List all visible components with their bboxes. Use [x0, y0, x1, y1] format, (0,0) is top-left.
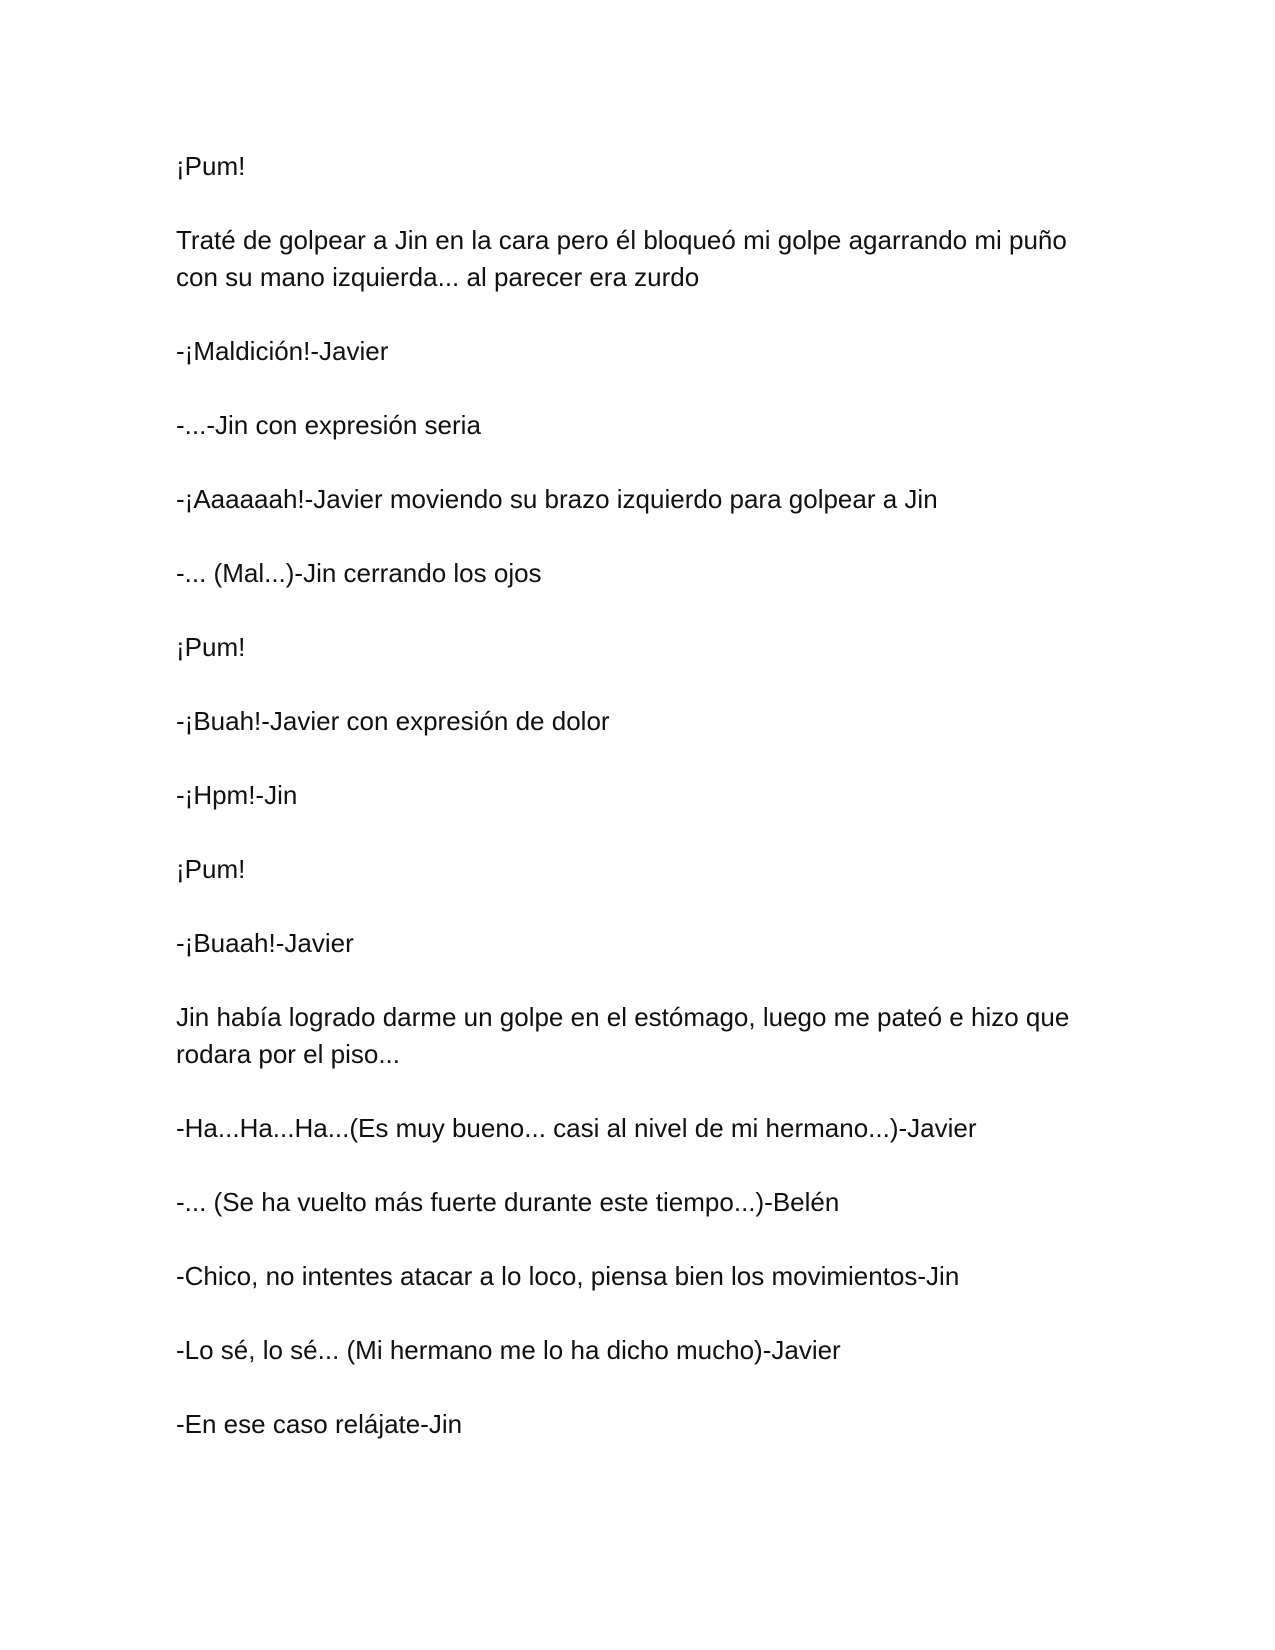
- paragraph: -...-Jin con expresión seria: [176, 410, 481, 440]
- paragraph: -En ese caso relájate-Jin: [176, 1409, 463, 1439]
- paragraph: ¡Pum!: [176, 151, 246, 181]
- paragraph: Traté de golpear a Jin en la cara pero él bloqueó mi golpe agarrando mi puño con su mano izquierda... al parecer era zurdo: [176, 225, 1067, 292]
- paragraph: -Chico, no intentes atacar a lo loco, piensa bien los movimientos-Jin: [176, 1261, 960, 1291]
- paragraph: -Ha...Ha...Ha...(Es muy bueno... casi al nivel de mi hermano...)-Javier: [176, 1113, 977, 1143]
- paragraph: -Lo sé, lo sé... (Mi hermano me lo ha dicho mucho)-Javier: [176, 1335, 841, 1365]
- paragraph: ¡Pum!: [176, 632, 246, 662]
- paragraph: -... (Mal...)-Jin cerrando los ojos: [176, 558, 542, 588]
- paragraph: Jin había logrado darme un golpe en el estómago, luego me pateó e hizo que rodara por el piso...: [176, 1002, 1070, 1069]
- document-body: [176, 148, 1096, 1480]
- paragraph: -¡Buaah!-Javier: [176, 928, 354, 958]
- paragraph: -¡Buah!-Javier con expresión de dolor: [176, 706, 610, 736]
- paragraph: -¡Hpm!-Jin: [176, 780, 298, 810]
- paragraph: -... (Se ha vuelto más fuerte durante este tiempo...)-Belén: [176, 1187, 840, 1217]
- paragraph: -¡Aaaaaah!-Javier moviendo su brazo izquierdo para golpear a Jin: [176, 484, 938, 514]
- paragraph: ¡Pum!: [176, 854, 246, 884]
- paragraph: -¡Maldición!-Javier: [176, 336, 389, 366]
